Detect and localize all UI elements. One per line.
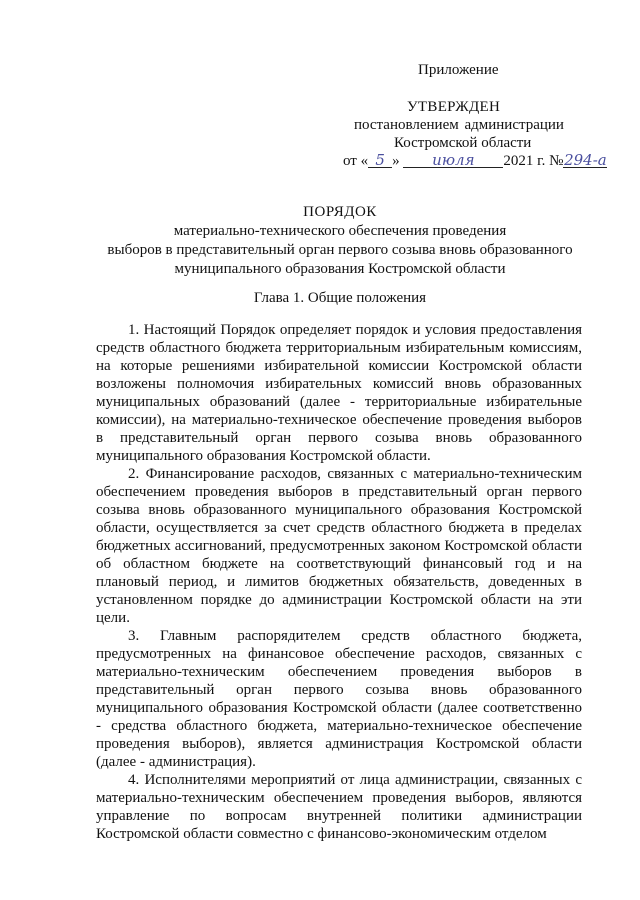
date-mid: » [392, 153, 400, 169]
approved-label: УТВЕРЖДЕН [407, 99, 501, 115]
approval-date-line [343, 153, 607, 170]
approved-region-label: Костромской области [394, 135, 532, 151]
document-subtitle-line-2: выборов в представительный орган первого созыва вновь образованного [107, 242, 573, 258]
date-year: 2021 г. № [503, 153, 564, 169]
approved-by-label: постановлением администрации [354, 117, 564, 133]
paragraph-2: 2. Финансирование расходов, связанных с материально-техническим обеспечением проведения выборов в представительный орган первого созыва вновь образованного муниципального образования Костромской области, осуществляется за счет средств областного бюджета в пределах бюджетных ассигнований, предусмотренных законом Костромской области об областном бюджете на соответствующий финансовый год и на плановый период, и лимитов бюджетных обязательств, доведенных в установленном порядке до администрации Костромской области на эти цели. [96, 466, 582, 626]
document-body [96, 321, 582, 843]
chapter-heading: Глава 1. Общие положения [253, 290, 427, 306]
handwritten-day: 5 [368, 153, 392, 168]
paragraph-3: 3. Главным распорядителем средств областного бюджета, предусмотренных на финансовое обеспечение расходов, связанных с материально-техническим обеспечением проведения выборов в представительный орган первого созыва вновь образованного муниципального образования Костромской области (далее соответственно - средства областного бюджета, материально-техническое обеспечение проведения выборов), является администрация Костромской области (далее - администрация). [96, 628, 582, 770]
handwritten-doc-number: 294-а [564, 151, 607, 169]
appendix-label: Приложение [418, 62, 499, 78]
date-prefix: от « [343, 153, 369, 169]
document-title: ПОРЯДОК [303, 204, 377, 220]
document-title-block [60, 203, 620, 279]
handwritten-month: июля [403, 153, 503, 168]
document-subtitle-line-1: материально-технического обеспечения проведения [173, 223, 507, 239]
document-subtitle-line-3: муниципального образования Костромской области [174, 261, 506, 277]
paragraph-1: 1. Настоящий Порядок определяет порядок и условия предоставления средств областного бюджета территориальным избирательным комиссиям, на которые решениями избирательной комиссии Костромской области возложены полномочия избирательных комиссий вновь образованных муниципальных образований (далее - территориальные избирательные комиссии), на материально-техническое обеспечение проведения выборов в представительный орган первого созыва вновь образованного муниципального образования Костромской области. [96, 322, 582, 464]
paragraph-4: 4. Исполнителями мероприятий от лица администрации, связанных с материально-техническим обеспечением проведения выборов, являются управление по вопросам внутренней политики администрации Костромской области совместно с финансово-экономическим отделом [96, 772, 582, 842]
